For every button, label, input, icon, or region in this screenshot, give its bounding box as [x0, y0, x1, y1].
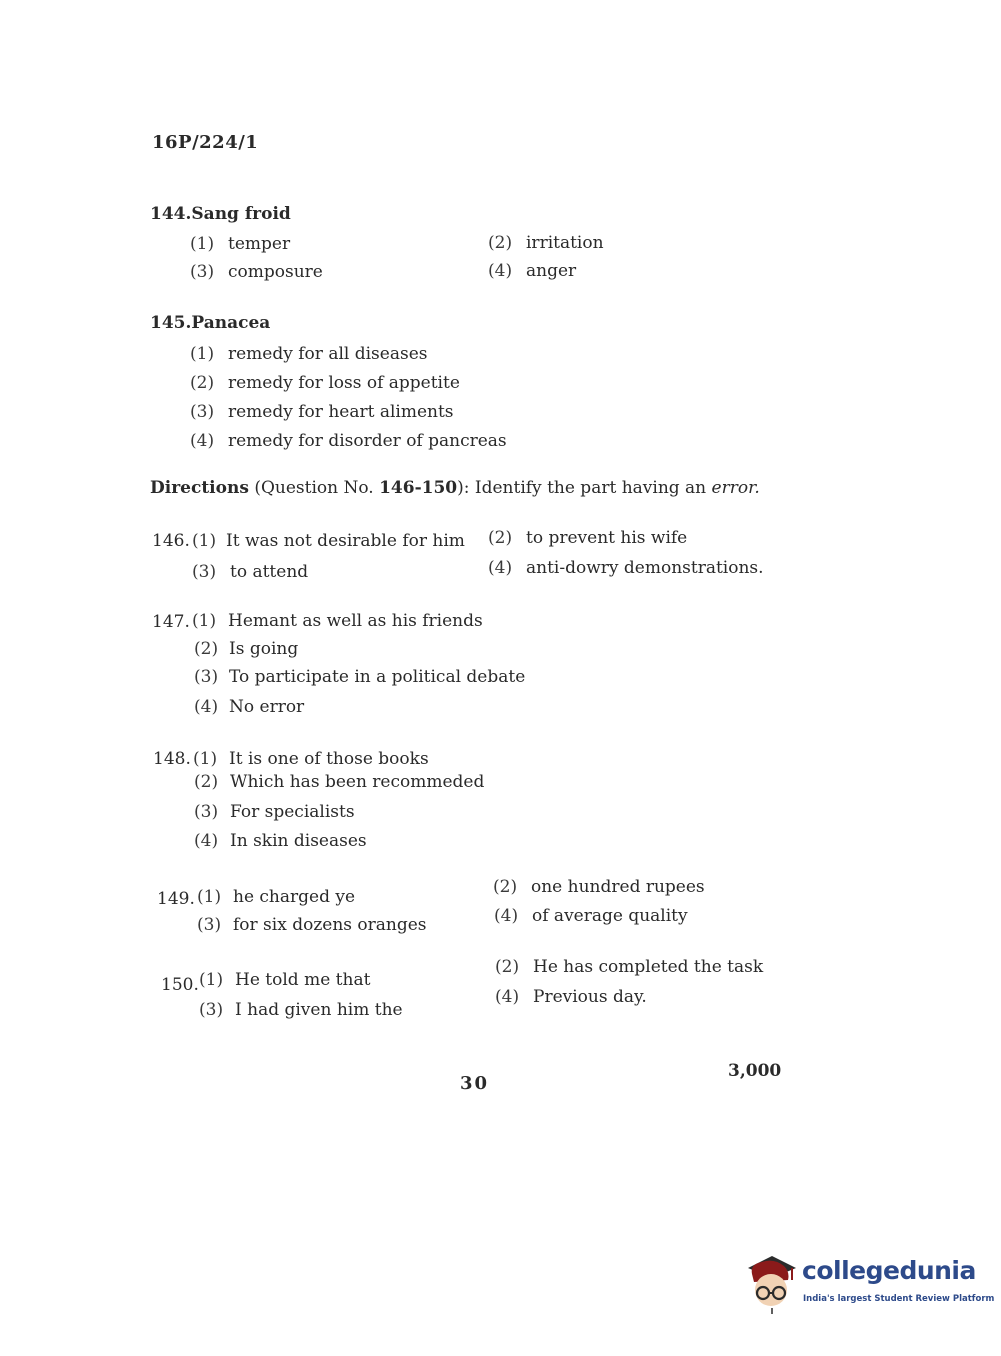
option-number: (4)	[494, 906, 519, 926]
option	[194, 772, 484, 792]
option-text: remedy for loss of appetite	[228, 373, 460, 393]
option	[199, 970, 370, 990]
option-text: For specialists	[230, 802, 355, 822]
option-number: (4)	[190, 431, 215, 451]
question-147-number: 147.	[152, 612, 190, 632]
option-number: (2)	[194, 639, 219, 659]
option-text: he charged ye	[233, 887, 356, 907]
question-145-heading	[150, 313, 270, 333]
option	[488, 558, 764, 578]
option-text: No error	[229, 697, 305, 717]
option-text: remedy for all diseases	[228, 344, 428, 364]
question-146-number: 146.	[152, 531, 190, 551]
option	[194, 802, 355, 822]
option-number: (2)	[488, 528, 513, 548]
option	[488, 233, 604, 253]
directions-emph: error.	[711, 478, 760, 498]
option-number: (1)	[190, 344, 215, 364]
option	[190, 431, 507, 451]
option-text: I had given him the	[235, 1000, 403, 1020]
option-text: composure	[228, 262, 323, 282]
option	[190, 262, 323, 282]
option-text: anger	[526, 261, 577, 281]
logo-wordmark: collegedunia	[802, 1256, 976, 1285]
directions-label: Directions	[150, 478, 249, 498]
option-number: (3)	[194, 667, 219, 687]
option	[190, 373, 460, 393]
option-number: (4)	[488, 261, 513, 281]
directions-range: 146-150	[379, 478, 458, 498]
option-number: (1)	[190, 234, 215, 254]
question-149-number: 149.	[157, 889, 195, 909]
option-number: (2)	[190, 373, 215, 393]
option-text: Which has been recommeded	[230, 772, 485, 792]
option-text: remedy for heart aliments	[228, 402, 454, 422]
question-number: 145.	[150, 313, 192, 333]
option-number: (3)	[194, 802, 219, 822]
option-number: (4)	[194, 697, 219, 717]
option-text: Is going	[229, 639, 299, 659]
option	[488, 261, 576, 281]
option	[194, 697, 304, 717]
option-number: (2)	[194, 772, 219, 792]
option	[494, 906, 688, 926]
option	[194, 639, 298, 659]
option-number: (4)	[488, 558, 513, 578]
option-number: (2)	[493, 877, 518, 897]
option-text: In skin diseases	[230, 831, 367, 851]
logo-tagline: India's largest Student Review Platform	[803, 1294, 995, 1304]
option-text: To participate in a political debate	[229, 667, 526, 687]
option-text: He has completed the task	[533, 957, 764, 977]
option-number: (3)	[190, 402, 215, 422]
question-150-number: 150.	[161, 975, 199, 995]
option-text: one hundred rupees	[531, 877, 705, 897]
option-text: Hemant as well as his friends	[228, 611, 483, 631]
option	[190, 402, 454, 422]
option-text: temper	[228, 234, 291, 254]
print-count: 3,000	[728, 1061, 782, 1081]
option-number: (1)	[193, 749, 218, 769]
option-number: (3)	[199, 1000, 224, 1020]
directions-post: ): Identify the part having an	[457, 478, 712, 498]
option-number: (1)	[197, 887, 222, 907]
question-144-heading	[150, 204, 291, 224]
option-text: of average quality	[532, 906, 688, 926]
option-number: (2)	[488, 233, 513, 253]
option	[192, 531, 465, 551]
option-text: It is one of those books	[229, 749, 429, 769]
option	[192, 611, 483, 631]
option-number: (3)	[197, 915, 222, 935]
option	[194, 667, 525, 687]
option	[193, 749, 429, 769]
option	[197, 915, 427, 935]
option	[199, 1000, 403, 1020]
option	[488, 528, 687, 548]
option-text: He told me that	[235, 970, 371, 990]
option	[190, 234, 290, 254]
option-text: remedy for disorder of pancreas	[228, 431, 507, 451]
option-number: (3)	[190, 262, 215, 282]
option	[493, 877, 705, 897]
page-number: 30	[460, 1073, 490, 1094]
option-text: anti-dowry demonstrations.	[526, 558, 764, 578]
option	[495, 987, 647, 1007]
option-text: irritation	[526, 233, 604, 253]
option-text: to prevent his wife	[526, 528, 688, 548]
collegedunia-logo	[742, 1252, 995, 1314]
option	[495, 957, 763, 977]
option-text: to attend	[230, 562, 309, 582]
question-number: 144.	[150, 204, 192, 224]
option-text: for six dozens oranges	[233, 915, 427, 935]
option-number: (1)	[192, 531, 217, 551]
question-title: Panacea	[191, 313, 271, 333]
option-number: (4)	[495, 987, 520, 1007]
option	[190, 344, 427, 364]
option	[192, 562, 308, 582]
option-number: (3)	[192, 562, 217, 582]
paper-code: 16P/224/1	[152, 132, 259, 153]
question-title: Sang froid	[191, 204, 291, 224]
directions-pre: (Question No.	[254, 478, 380, 498]
option-number: (4)	[194, 831, 219, 851]
option-number: (1)	[192, 611, 217, 631]
option	[197, 887, 355, 907]
option-number: (1)	[199, 970, 224, 990]
option-number: (2)	[495, 957, 520, 977]
directions	[150, 478, 760, 498]
option-text: Previous day.	[533, 987, 647, 1007]
option	[194, 831, 367, 851]
mascot-icon	[742, 1252, 800, 1314]
option-text: It was not desirable for him	[226, 531, 465, 551]
question-148-number: 148.	[153, 749, 191, 769]
